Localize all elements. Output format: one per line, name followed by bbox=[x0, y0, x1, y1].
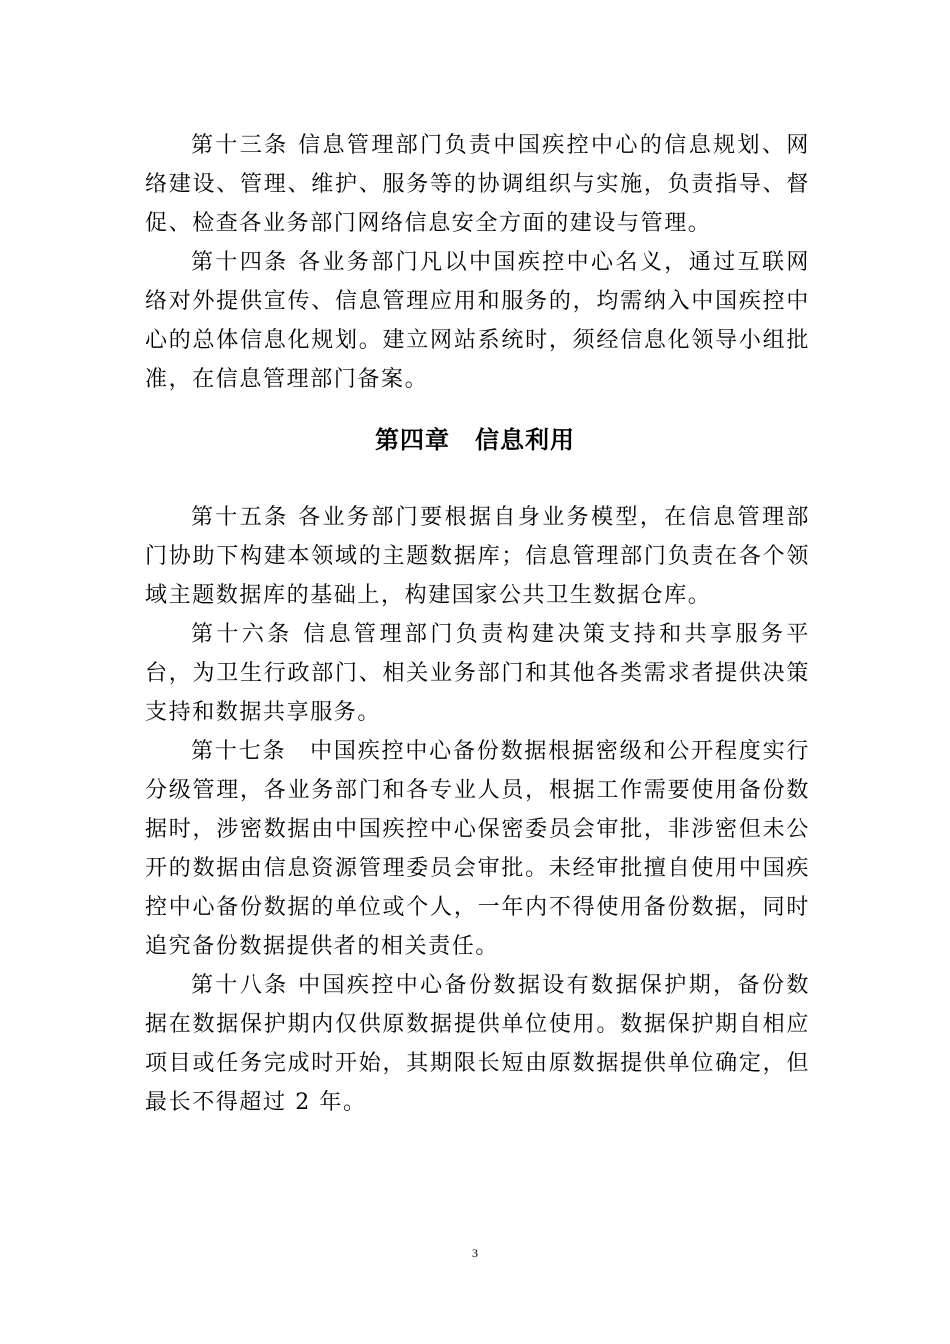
chapter-title: 第四章 信息利用 bbox=[375, 426, 575, 454]
article-14: 第十四条 各业务部门凡以中国疾控中心名义，通过互联网络对外提供宣传、信息管理应用和服务的，均需纳入中国疾控中心的总体信息化规划。建立网站系统时，须经信息化领导小组批准，在信息管理部门备案。 bbox=[145, 250, 810, 392]
section-before-chapter bbox=[145, 126, 810, 399]
page-number: 3 bbox=[472, 1246, 478, 1260]
article-15: 第十五条 各业务部门要根据自身业务模型，在信息管理部门协助下构建本领域的主题数据库；信息管理部门负责在各个领域主题数据库的基础上，构建国家公共卫生数据仓库。 bbox=[145, 505, 810, 608]
section-after-chapter bbox=[145, 498, 810, 1122]
article-18: 第十八条 中国疾控中心备份数据设有数据保护期，备份数据在数据保护期内仅供原数据提供单位使用。数据保护期自相应项目或任务完成时开始，其期限长短由原数据提供单位确定，但最长不得超过 2 年。 bbox=[145, 973, 810, 1115]
article-16: 第十六条 信息管理部门负责构建决策支持和共享服务平台，为卫生行政部门、相关业务部门和其他各类需求者提供决策支持和数据共享服务。 bbox=[145, 622, 810, 725]
article-13: 第十三条 信息管理部门负责中国疾控中心的信息规划、网络建设、管理、维护、服务等的协调组织与实施，负责指导、督促、检查各业务部门网络信息安全方面的建设与管理。 bbox=[145, 133, 810, 236]
article-17: 第十七条 中国疾控中心备份数据根据密级和公开程度实行分级管理，各业务部门和各专业人员，根据工作需要使用备份数据时，涉密数据由中国疾控中心保密委员会审批，非涉密但未公开的数据由信息资源管理委员会审批。未经审批擅自使用中国疾控中心备份数据的单位或个人，一年内不得使用备份数据，同时追究备份数据提供者的相关责任。 bbox=[145, 739, 810, 959]
